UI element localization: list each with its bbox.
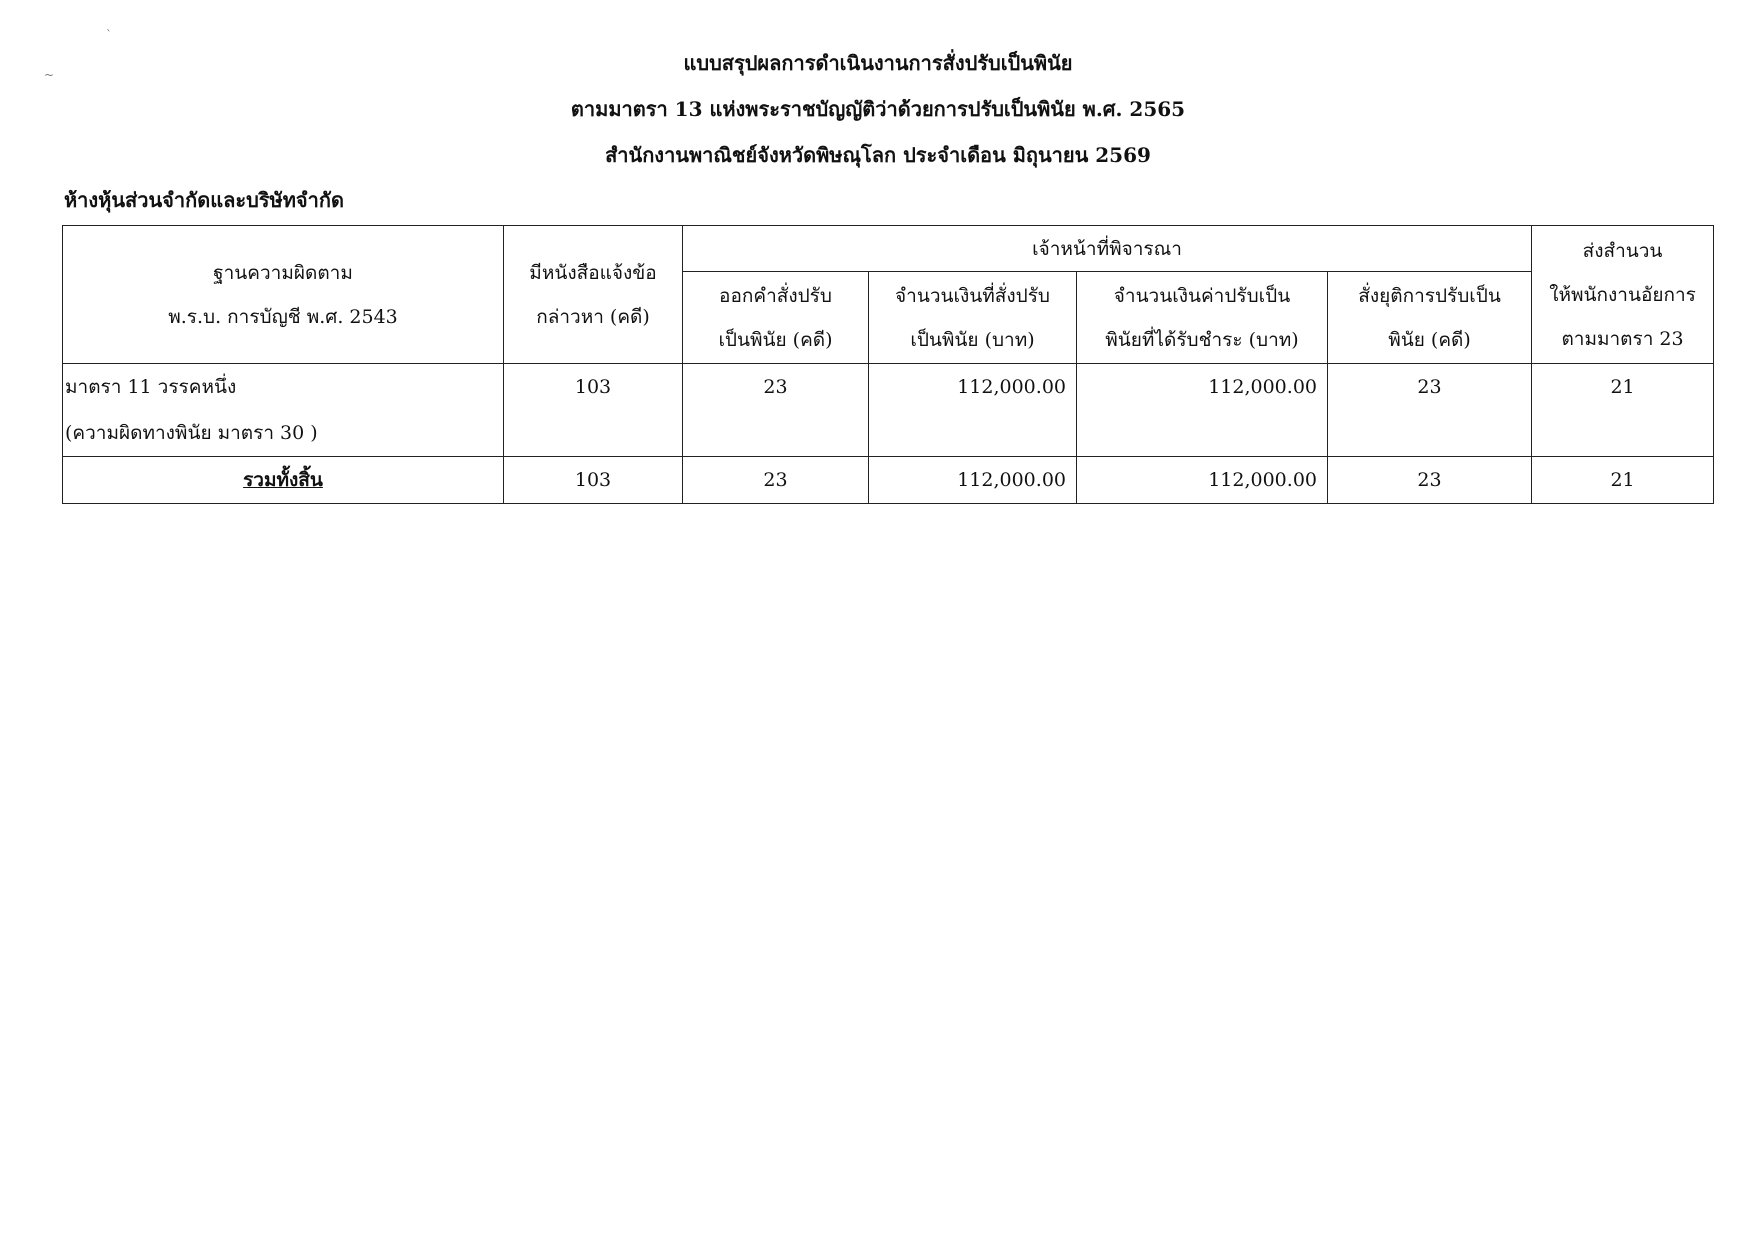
header-amount-ordered: จำนวนเงินที่สั่งปรับ เป็นพินัย (บาท) [869, 272, 1077, 364]
section-heading: ห้างหุ้นส่วนจำกัดและบริษัทจำกัด [64, 188, 344, 212]
header-officer-group: เจ้าหน้าที่พิจารณา [683, 226, 1532, 272]
cell-total-fine-order-cases: 23 [683, 457, 869, 504]
summary-table [62, 225, 1714, 504]
report-titles [0, 40, 1756, 178]
header-offense-basis: ฐานความผิดตาม พ.ร.บ. การบัญชี พ.ศ. 2543 [63, 226, 504, 364]
report-subtitle-law: ตามมาตรา 13 แห่งพระราชบัญญัติว่าด้วยการปรับเป็นพินัย พ.ศ. 2565 [570, 97, 1186, 121]
cell-fine-order-cases: 23 [683, 364, 869, 457]
cell-amount-paid: 112,000.00 [1077, 364, 1328, 457]
cell-notice-cases: 103 [504, 364, 683, 457]
cell-prosecutor-referral: 21 [1532, 364, 1714, 457]
cell-terminated-cases: 23 [1328, 364, 1532, 457]
total-label: รวมทั้งสิ้น [243, 469, 323, 491]
cell-amount-ordered: 112,000.00 [869, 364, 1077, 457]
scan-speck: ~ [44, 68, 55, 82]
cell-offense-basis: มาตรา 11 วรรคหนึ่ง (ความผิดทางพินัย มาตรา 30 ) [63, 364, 504, 457]
cell-total-terminated-cases: 23 [1328, 457, 1532, 504]
cell-total-prosecutor-referral: 21 [1532, 457, 1714, 504]
header-amount-paid: จำนวนเงินค่าปรับเป็น พินัยที่ได้รับชำระ (บาท) [1077, 272, 1328, 364]
header-fine-order-cases: ออกคำสั่งปรับ เป็นพินัย (คดี) [683, 272, 869, 364]
cell-total-amount-ordered: 112,000.00 [869, 457, 1077, 504]
total-row [63, 457, 1714, 504]
cell-total-amount-paid: 112,000.00 [1077, 457, 1328, 504]
report-title: แบบสรุปผลการดำเนินงานการสั่งปรับเป็นพินัย [683, 51, 1073, 75]
table-header [63, 226, 1714, 364]
header-terminated-cases: สั่งยุติการปรับเป็น พินัย (คดี) [1328, 272, 1532, 364]
header-prosecutor-referral: ส่งสำนวน ให้พนักงานอัยการ ตามมาตรา 23 [1532, 226, 1714, 364]
cell-total-notice-cases: 103 [504, 457, 683, 504]
table-row [63, 364, 1714, 457]
cell-total-label [63, 457, 504, 504]
header-notice-cases: มีหนังสือแจ้งข้อ กล่าวหา (คดี) [504, 226, 683, 364]
report-subtitle-office: สำนักงานพาณิชย์จังหวัดพิษณุโลก ประจำเดือน มิถุนายน 2569 [605, 143, 1151, 167]
scan-speck: ` [106, 28, 112, 42]
